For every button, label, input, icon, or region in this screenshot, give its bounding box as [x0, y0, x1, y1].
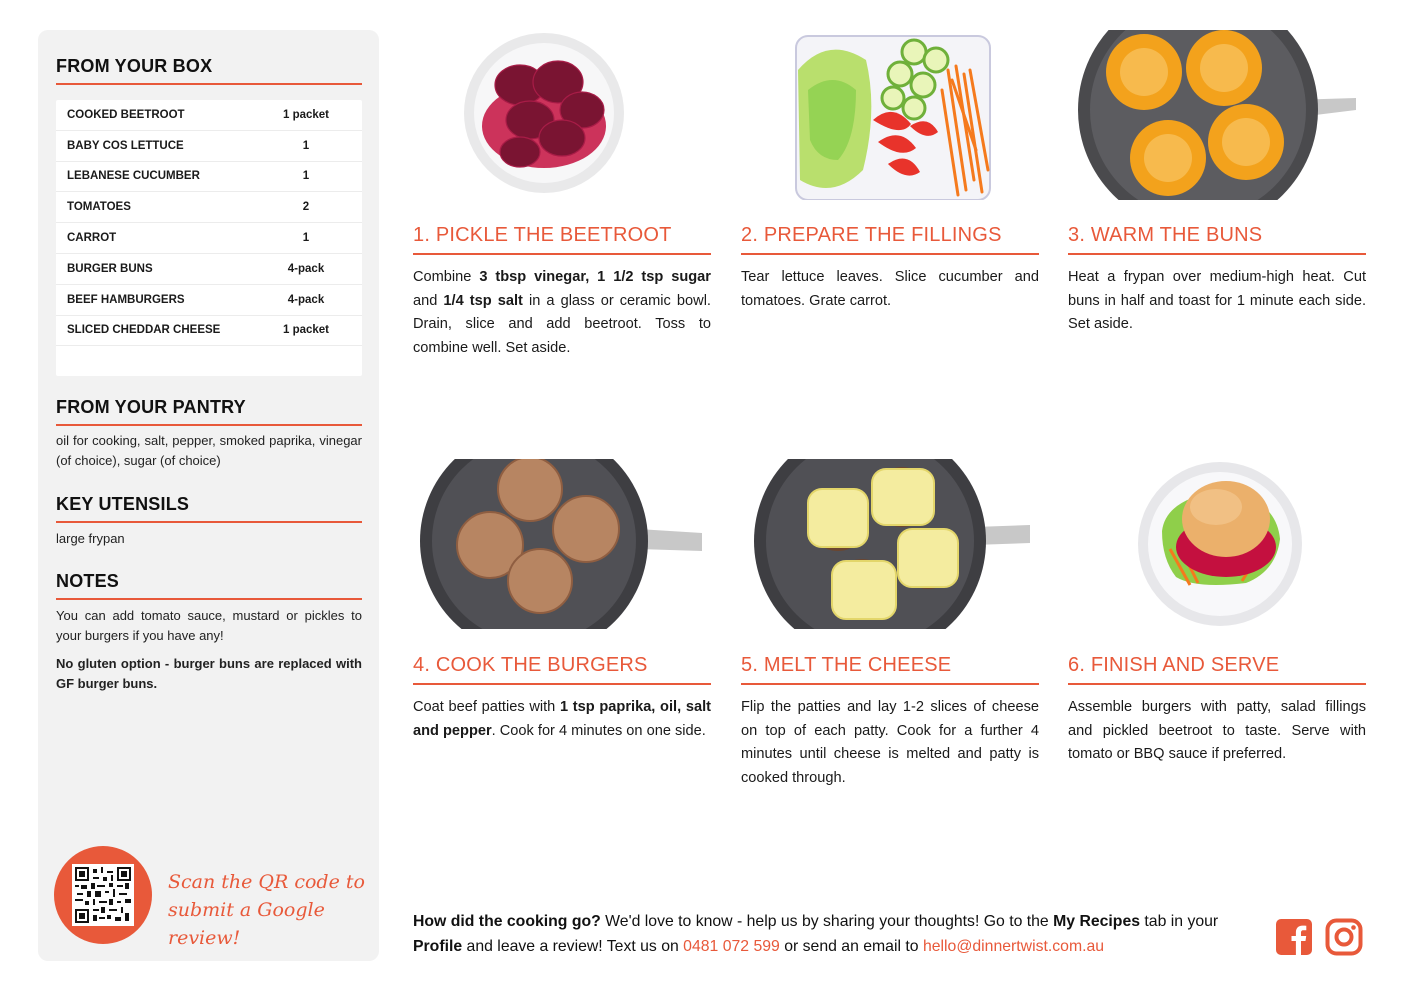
footer-profile: Profile — [413, 938, 463, 955]
footer-text: and leave a review! Text us on — [462, 938, 684, 955]
step-4-title: 4. COOK THE BURGERS — [413, 654, 711, 685]
ingredient-name: COOKED BEETROOT — [67, 108, 185, 121]
table-row — [56, 162, 362, 193]
table-row — [56, 131, 362, 162]
footer-text: tab in your — [1140, 913, 1219, 930]
qr-review-prompt — [168, 868, 368, 952]
instagram-icon[interactable] — [1325, 918, 1363, 956]
table-row — [56, 285, 362, 316]
step-text-bold: 1/4 tsp salt — [443, 292, 523, 309]
step-text: Assemble burgers with patty, salad fillings and pickled beetroot to taste. Serve with tomato or BBQ sauce if preferred. — [1068, 699, 1366, 762]
ingredient-qty: 1 packet — [282, 108, 330, 121]
step-1-body — [413, 266, 711, 360]
pantry-text: oil for cooking, salt, pepper, smoked paprika, vinegar (of choice), sugar (of choice) — [56, 433, 362, 468]
step-4-image — [410, 459, 710, 629]
ingredient-qty: 1 — [302, 232, 310, 245]
footer-phone-link[interactable]: 0481 072 599 — [683, 938, 780, 955]
step-text-bold: 1 tsp paprika, oil, salt and pepper — [413, 699, 711, 739]
step-5-title: 5. MELT THE CHEESE — [741, 654, 1039, 685]
step-text: . Cook for 4 minutes on one side. — [491, 722, 706, 739]
ingredient-name: SLICED CHEDDAR CHEESE — [67, 324, 221, 337]
footer-question: How did the cooking go? — [413, 913, 601, 930]
ingredient-name: BEEF HAMBURGERS — [67, 293, 185, 306]
ingredient-name: CARROT — [67, 232, 117, 245]
ingredient-qty: 4-pack — [287, 293, 325, 306]
qr-code-icon — [72, 864, 134, 926]
table-row — [56, 254, 362, 285]
step-text: Flip the patties and lay 1-2 slices of cheese on top of each patty. Cook for a further 4 minutes until cheese is melted and patty is cooked through. — [741, 699, 1039, 786]
ingredient-qty: 2 — [302, 201, 310, 214]
footer-email-link[interactable]: hello@dinnertwist.com.au — [922, 938, 1105, 955]
step-text: Coat beef patties with — [413, 699, 560, 715]
pantry-heading: FROM YOUR PANTRY — [56, 397, 362, 426]
step-1-title: 1. PICKLE THE BEETROOT — [413, 224, 711, 255]
step-3-body — [1068, 266, 1366, 337]
step-6-body — [1068, 696, 1366, 767]
step-6-image — [1066, 459, 1366, 629]
step-2-body — [741, 266, 1039, 313]
footer-my-recipes: My Recipes — [1053, 913, 1141, 930]
step-2-title: 2. PREPARE THE FILLINGS — [741, 224, 1039, 255]
box-ingredients-table — [56, 100, 362, 376]
table-row — [56, 192, 362, 223]
qr-code-badge[interactable] — [54, 846, 152, 944]
step-3-image — [1066, 30, 1366, 200]
step-4-body — [413, 696, 711, 743]
step-text: and — [413, 292, 444, 309]
box-heading: FROM YOUR BOX — [56, 56, 362, 85]
step-text: Tear lettuce leaves. Slice cucumber and tomatoes. Grate carrot. — [741, 269, 1039, 309]
ingredient-qty: 1 — [302, 139, 310, 152]
ingredient-qty: 4-pack — [287, 262, 325, 275]
notes-heading: NOTES — [56, 571, 362, 600]
step-2-image — [738, 30, 1038, 200]
ingredient-name: BURGER BUNS — [67, 262, 153, 275]
step-text: Combine — [413, 269, 480, 285]
table-row — [56, 223, 362, 254]
footer-text: We'd love to know - help us by sharing your thoughts! Go to the — [600, 913, 1054, 930]
step-text-bold: 3 tbsp vinegar, 1 1/2 tsp sugar — [479, 269, 711, 285]
step-5-image — [738, 459, 1038, 629]
table-row — [56, 100, 362, 131]
utensils-heading: KEY UTENSILS — [56, 494, 362, 523]
notes-text: You can add tomato sauce, mustard or pickles to your burgers if you have any! — [56, 608, 362, 643]
step-text: Heat a frypan over medium-high heat. Cut buns in half and toast for 1 minute each side. Set aside. — [1068, 269, 1366, 332]
step-5-body — [741, 696, 1039, 790]
step-1-image — [410, 30, 710, 200]
sidebar — [38, 30, 379, 961]
utensils-text: large frypan — [56, 531, 125, 546]
qr-review-line-2: submit a Google review! — [168, 899, 325, 949]
notes-gluten-text: No gluten option - burger buns are replaced with GF burger buns. — [56, 656, 362, 691]
footer-text: or send an email to — [779, 938, 923, 955]
ingredient-qty: 1 — [302, 170, 310, 183]
facebook-icon[interactable] — [1275, 918, 1313, 956]
step-text: in a glass or ceramic bowl. Drain, slice and add beetroot. Toss to combine well. Set aside. — [413, 292, 711, 356]
ingredient-name: TOMATOES — [67, 201, 131, 214]
qr-review-line-1: Scan the QR code to — [168, 871, 365, 893]
table-row — [56, 316, 362, 347]
step-3-title: 3. WARM THE BUNS — [1068, 224, 1366, 255]
ingredient-name: LEBANESE CUCUMBER — [67, 170, 200, 183]
ingredient-name: BABY COS LETTUCE — [67, 139, 184, 152]
step-6-title: 6. FINISH AND SERVE — [1068, 654, 1366, 685]
ingredient-qty: 1 packet — [282, 324, 330, 337]
footer-review-text — [413, 909, 1263, 959]
